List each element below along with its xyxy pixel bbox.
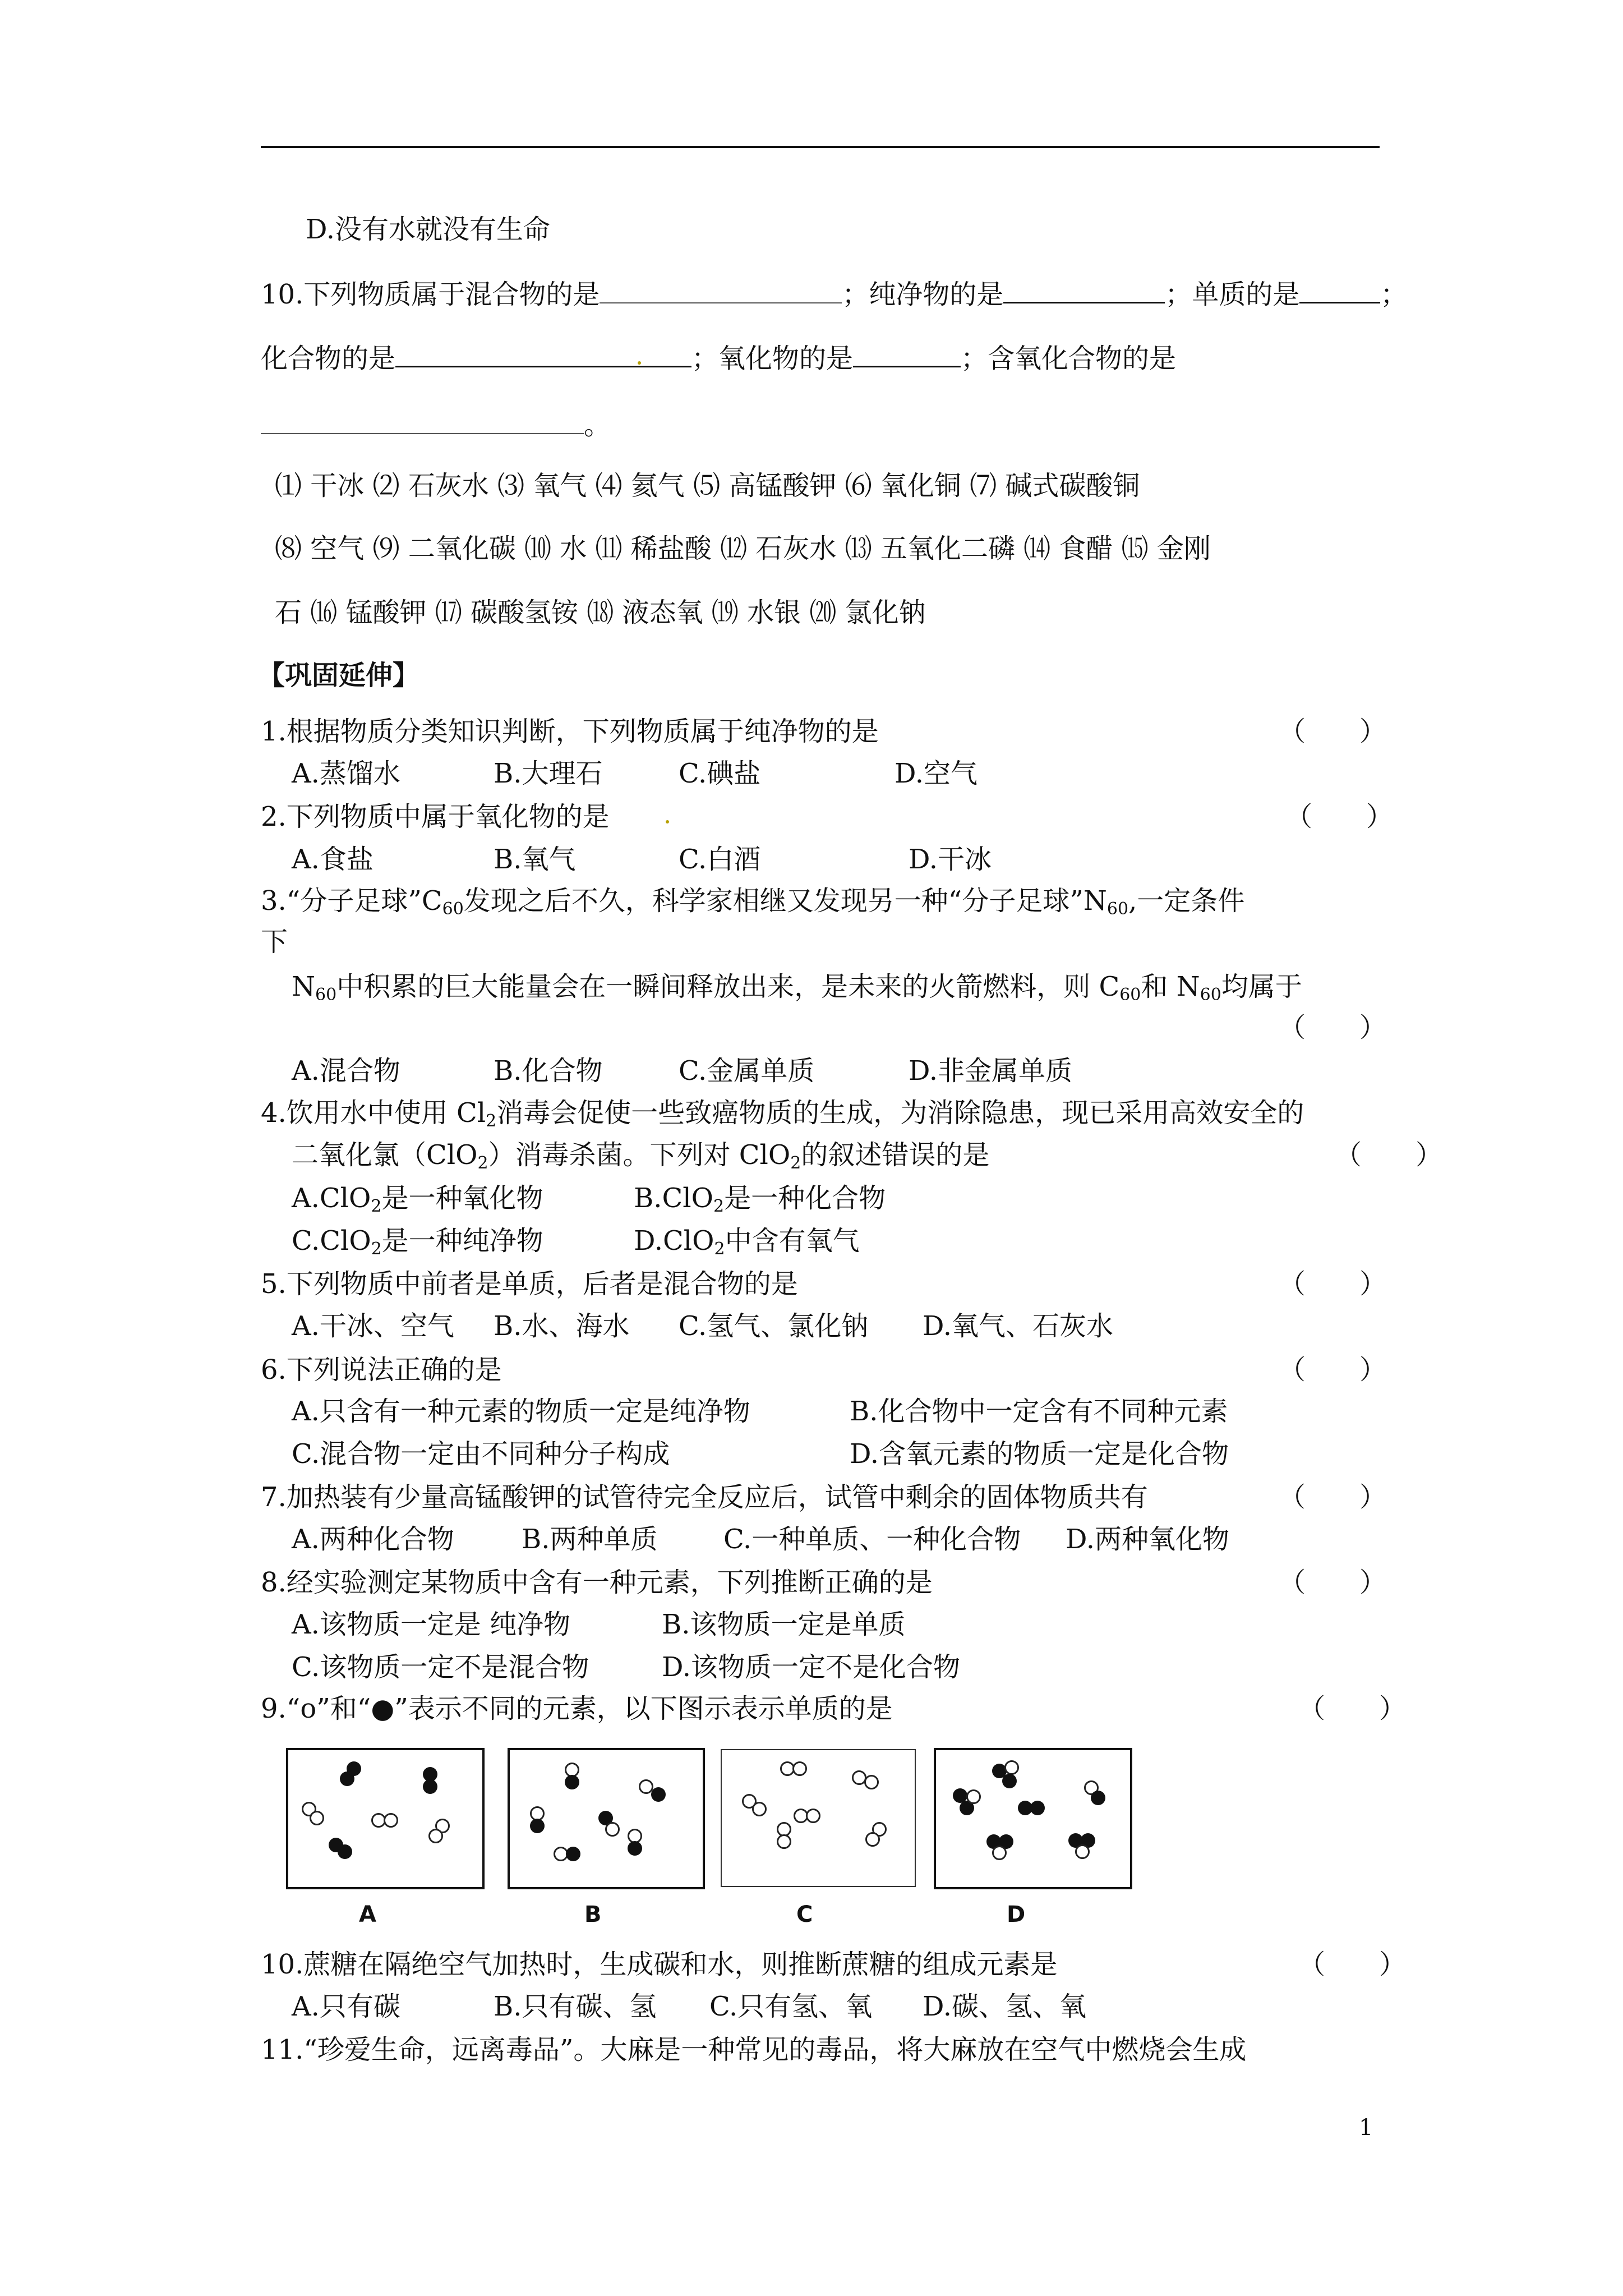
q3-stem-line1 xyxy=(261,885,1245,919)
q4-option-a xyxy=(292,1182,543,1216)
blank-pure[interactable] xyxy=(1003,279,1165,303)
q4-text: C.ClO xyxy=(292,1225,371,1257)
q3-answer-paren[interactable]: （ ） xyxy=(1279,1012,1387,1043)
q10b-option-c: C.只有氢、氧 xyxy=(709,1991,873,2022)
filled-atom xyxy=(338,1844,352,1859)
q4-sub: 2 xyxy=(486,1111,497,1131)
filled-atom xyxy=(347,1761,361,1776)
q8-option-c: C.该物质一定不是混合物 xyxy=(292,1651,589,1683)
open-atom xyxy=(966,1789,981,1804)
q9-answer-paren[interactable]: （ ） xyxy=(1298,1693,1407,1724)
open-atom xyxy=(605,1822,620,1837)
q8-option-b: B.该物质一定是单质 xyxy=(662,1609,906,1640)
q10-fill-line3 xyxy=(261,411,611,439)
q3-sub: 60 xyxy=(315,985,337,1005)
filled-atom xyxy=(1002,1774,1017,1788)
q3-option-d: D.非金属单质 xyxy=(909,1055,1073,1087)
filled-atom xyxy=(423,1779,437,1794)
diagram-c xyxy=(721,1749,916,1887)
q4-sub: 2 xyxy=(371,1239,382,1259)
stray-dot xyxy=(666,820,669,823)
q10b-option-d: D.碳、氢、氧 xyxy=(923,1991,1087,2022)
q5-option-d: D.氧气、石灰水 xyxy=(923,1310,1114,1342)
blank-compound[interactable] xyxy=(395,343,691,367)
q3-sub: 60 xyxy=(442,899,464,919)
q4-option-b xyxy=(634,1182,886,1216)
q4-stem-line2 xyxy=(292,1139,990,1173)
q3-option-b: B.化合物 xyxy=(494,1055,603,1087)
q5-answer-paren[interactable]: （ ） xyxy=(1279,1268,1387,1300)
header-rule xyxy=(261,146,1380,148)
q5-option-a: A.干冰、空气 xyxy=(292,1310,454,1342)
q10-text: 10.下列物质属于混合物的是 xyxy=(261,279,600,310)
q7-option-b: B.两种单质 xyxy=(522,1524,658,1555)
q7-stem: 7.加热装有少量高锰酸钾的试管待完全反应后，试管中剩余的固体物质共有 xyxy=(261,1481,1148,1513)
q3-option-c: C.金属单质 xyxy=(679,1055,815,1087)
filled-atom xyxy=(1091,1791,1105,1805)
q7-option-a: A.两种化合物 xyxy=(292,1524,454,1555)
q10b-answer-paren[interactable]: （ ） xyxy=(1298,1949,1407,1980)
q4-text: D.ClO xyxy=(634,1225,714,1257)
q8-option-a: A.该物质一定是 纯净物 xyxy=(292,1609,571,1640)
q1-option-d: D.空气 xyxy=(895,758,978,789)
stray-dot xyxy=(638,361,641,365)
q4-text: B.ClO xyxy=(634,1182,713,1214)
q4-sub: 2 xyxy=(477,1153,488,1173)
q4-text: 4.饮用水中使用 Cl xyxy=(261,1097,486,1129)
q10b-stem: 10.蔗糖在隔绝空气加热时，生成碳和水，则推断蔗糖的组成元素是 xyxy=(261,1949,1058,1980)
blank-mixture[interactable] xyxy=(600,280,842,303)
q4-answer-paren[interactable]: （ ） xyxy=(1335,1139,1443,1171)
q4-text: 是一种纯净物 xyxy=(381,1225,543,1257)
q6-stem: 6.下列说法正确的是 xyxy=(261,1354,502,1386)
q4-option-c xyxy=(292,1225,543,1259)
filled-atom xyxy=(628,1841,642,1856)
q4-stem-line1 xyxy=(261,1097,1304,1131)
q6-option-a: A.只含有一种元素的物质一定是纯净物 xyxy=(292,1396,750,1427)
q1-option-c: C.碘盐 xyxy=(679,758,761,789)
open-atom xyxy=(752,1802,767,1816)
filled-atom xyxy=(530,1819,545,1833)
q4-text: 是一种氧化物 xyxy=(381,1182,543,1214)
open-atom xyxy=(1004,1760,1019,1775)
q10-fill-line2 xyxy=(261,343,1176,372)
q4-sub: 2 xyxy=(790,1153,801,1173)
q1-stem: 1.根据物质分类知识判断，下列物质属于纯净物的是 xyxy=(261,716,879,747)
q4-text: 是一种化合物 xyxy=(724,1182,886,1214)
q4-text: ）消毒杀菌。下列对 ClO xyxy=(488,1139,791,1171)
q8-stem: 8.经实验测定某物质中含有一种元素，下列推断正确的是 xyxy=(261,1567,933,1598)
q7-answer-paren[interactable]: （ ） xyxy=(1279,1481,1387,1513)
q1-option-b: B.大理石 xyxy=(494,758,603,789)
q10-fill-line1 xyxy=(261,279,1407,308)
q10-text: ；氧化物的是 xyxy=(691,343,854,374)
q4-option-d xyxy=(634,1225,860,1259)
q3-text: 3.“分子足球”C xyxy=(261,885,442,917)
diagram-d xyxy=(934,1748,1132,1889)
open-atom xyxy=(992,1846,1007,1860)
q3-stem-line2: 下 xyxy=(261,926,288,958)
q2-option-c: C.白酒 xyxy=(679,844,761,875)
q4-text: 二氧化氯（ClO xyxy=(292,1139,478,1171)
q2-option-b: B.氧气 xyxy=(494,844,576,875)
diagram-a xyxy=(286,1748,485,1889)
filled-atom xyxy=(651,1787,666,1802)
filled-atom xyxy=(1030,1801,1045,1815)
q6-option-c: C.混合物一定由不同种分子构成 xyxy=(292,1438,670,1470)
open-atom xyxy=(806,1809,820,1823)
q10-text: ；含氧化合物的是 xyxy=(961,343,1177,374)
q1-answer-paren[interactable]: （ ） xyxy=(1279,716,1387,747)
q10b-option-a: A.只有碳 xyxy=(292,1991,400,2022)
filled-atom xyxy=(566,1847,580,1861)
q10-text: ； xyxy=(1380,279,1408,310)
diagram-d-label: D xyxy=(1007,1902,1026,1927)
substance-list-line2: ⑻ 空气 ⑼ 二氧化碳 ⑽ 水 ⑾ 稀盐酸 ⑿ 石灰水 ⒀ 五氧化二磷 ⒁ 食醋 ⒂ 金刚 xyxy=(275,533,1211,564)
q6-option-d: D.含氧元素的物质一定是化合物 xyxy=(850,1438,1229,1470)
q3-text: 中积累的巨大能量会在一瞬间释放出来，是未来的火箭燃料，则 C xyxy=(336,971,1120,1002)
q3-text: N xyxy=(292,971,315,1002)
diagram-b xyxy=(508,1748,705,1889)
q3-text: 发现之后不久，科学家相继又发现另一种“分子足球”N xyxy=(463,885,1107,917)
q10-text: 。 xyxy=(584,409,611,441)
filled-atom xyxy=(565,1775,579,1789)
blank-oxygen-compound[interactable] xyxy=(261,411,584,434)
q8-answer-paren[interactable]: （ ） xyxy=(1279,1567,1387,1598)
q3-stem-line3 xyxy=(292,971,1302,1005)
diagram-c-label: C xyxy=(796,1902,813,1927)
q3-text: ,一定条件 xyxy=(1128,885,1245,917)
q3-sub: 60 xyxy=(1200,985,1221,1005)
q9-stem: 9.“o”和“●”表示不同的元素，以下图示表示单质的是 xyxy=(261,1693,893,1724)
q6-option-b: B.化合物中一定含有不同种元素 xyxy=(850,1396,1228,1427)
q5-option-b: B.水、海水 xyxy=(494,1310,630,1342)
q3-text: 和 N xyxy=(1141,971,1200,1002)
open-atom xyxy=(384,1813,398,1828)
q2-option-a: A.食盐 xyxy=(292,844,374,875)
prev-option-d: D.没有水就没有生命 xyxy=(306,214,551,245)
open-atom xyxy=(428,1829,443,1843)
q10-text: ；单质的是 xyxy=(1165,279,1300,310)
section-title: 【巩固延伸】 xyxy=(258,660,420,691)
q10-text: ；纯净物的是 xyxy=(842,279,1004,310)
open-atom xyxy=(777,1834,791,1849)
q10b-option-b: B.只有碳、氢 xyxy=(494,1991,657,2022)
q3-text: 均属于 xyxy=(1221,971,1302,1002)
q5-stem: 5.下列物质中前者是单质，后者是混合物的是 xyxy=(261,1268,798,1300)
q8-option-d: D.该物质一定不是化合物 xyxy=(662,1651,961,1683)
q7-option-c: C.一种单质、一种化合物 xyxy=(723,1524,1021,1555)
diagram-b-label: B xyxy=(584,1902,602,1927)
q3-sub: 60 xyxy=(1119,985,1141,1005)
q7-option-d: D.两种氧化物 xyxy=(1066,1524,1230,1555)
open-atom xyxy=(864,1775,879,1789)
substance-list-line3: 石 ⒃ 锰酸钾 ⒄ 碳酸氢铵 ⒅ 液态氧 ⒆ 水银 ⒇ 氯化钠 xyxy=(275,597,926,628)
q4-text: 中含有氧气 xyxy=(725,1225,860,1257)
blank-oxide[interactable] xyxy=(853,343,961,367)
q4-text: A.ClO xyxy=(292,1182,371,1214)
open-atom xyxy=(792,1761,807,1776)
diagram-a-label: A xyxy=(359,1902,376,1927)
q3-sub: 60 xyxy=(1106,899,1129,919)
open-atom xyxy=(310,1811,324,1825)
q4-sub: 2 xyxy=(713,1197,725,1216)
q1-option-a: A.蒸馏水 xyxy=(292,758,400,789)
q2-option-d: D.干冰 xyxy=(909,844,992,875)
q6-answer-paren[interactable]: （ ） xyxy=(1279,1354,1387,1386)
q5-option-c: C.氢气、氯化钠 xyxy=(679,1310,869,1342)
q2-stem: 2.下列物质中属于氧化物的是 xyxy=(261,801,610,832)
q10-text: 化合物的是 xyxy=(261,343,396,374)
q4-sub: 2 xyxy=(714,1239,725,1259)
open-atom xyxy=(865,1832,880,1847)
q4-text: 消毒会促使一些致癌物质的生成，为消除隐患，现已采用高效安全的 xyxy=(496,1097,1304,1129)
q2-answer-paren[interactable]: （ ） xyxy=(1285,801,1394,832)
substance-list-line1: ⑴ 干冰 ⑵ 石灰水 ⑶ 氧气 ⑷ 氦气 ⑸ 高锰酸钾 ⑹ 氧化铜 ⑺ 碱式碳酸铜 xyxy=(275,470,1140,501)
page-number: 1 xyxy=(1359,2115,1373,2141)
blank-element[interactable] xyxy=(1299,279,1380,303)
q11-stem: 11.“珍爱生命，远离毒品”。大麻是一种常见的毒品，将大麻放在空气中燃烧会生成 xyxy=(261,2034,1247,2065)
q4-text: 的叙述错误的是 xyxy=(801,1139,990,1171)
q4-sub: 2 xyxy=(371,1197,382,1216)
open-atom xyxy=(1075,1844,1090,1859)
q3-option-a: A.混合物 xyxy=(292,1055,400,1087)
